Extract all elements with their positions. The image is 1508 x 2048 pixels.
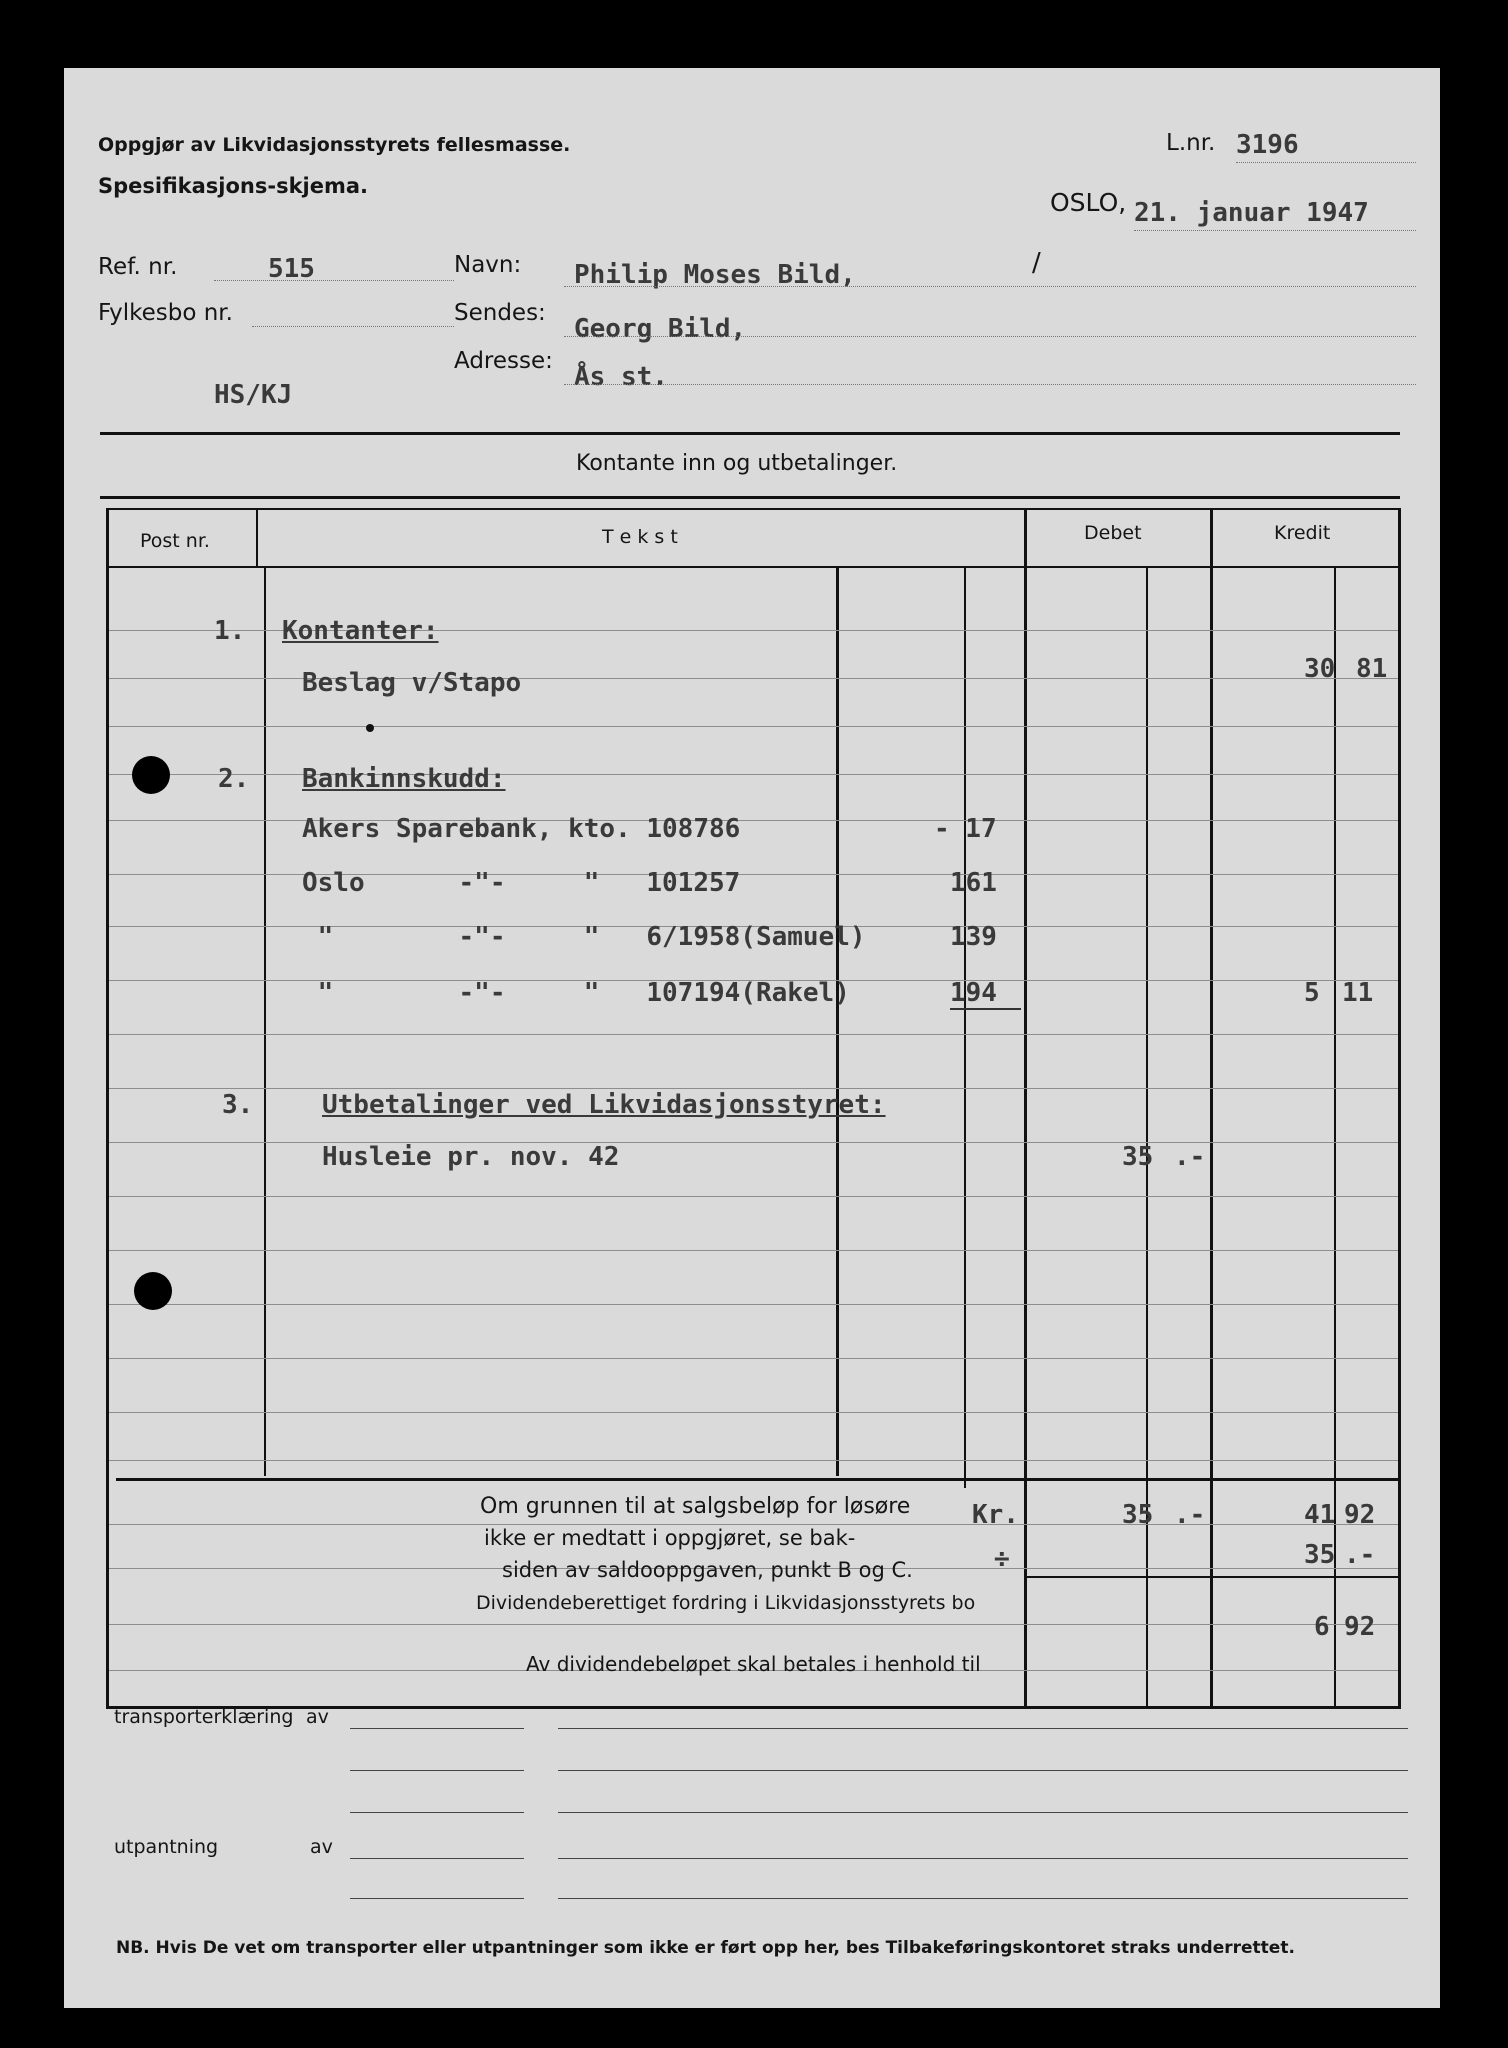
row5-text: Oslo -"- " 101257 (302, 868, 741, 898)
header-post: Post nr. (140, 530, 210, 552)
lnr-label: L.nr. (1166, 130, 1216, 156)
result-kr: 6 (1314, 1612, 1330, 1642)
lnr-value: 3196 (1236, 130, 1299, 160)
ref-value: 515 (268, 254, 315, 284)
ink-dot (366, 724, 374, 732)
row3-post: 2. (218, 764, 250, 794)
initials-value: HS/KJ (214, 380, 293, 410)
minus-label: ÷ (994, 1544, 1010, 1574)
footer-note3: siden av saldooppgaven, punkt B og C. (502, 1558, 913, 1582)
navn-label: Navn: (454, 252, 522, 278)
row8-text: Utbetalinger ved Likvidasjonsstyret: (322, 1090, 886, 1120)
row4-ore: - 17 (934, 814, 997, 844)
form-title-line2: Spesifikasjons-skjema. (98, 174, 369, 198)
fylkesbo-label: Fylkesbo nr. (98, 300, 233, 326)
debet-sum-ore: .- (1174, 1500, 1206, 1530)
navn-value: Philip Moses Bild, (574, 260, 856, 290)
row2-kredit-ore: 81 (1356, 654, 1388, 684)
row6-text: " -"- " 6/1958(Samuel) (302, 922, 866, 952)
form-sheet (64, 68, 1440, 2008)
result-ore: 92 (1344, 1612, 1376, 1642)
row7-kredit-ore: 11 (1342, 978, 1374, 1008)
row4-text: Akers Sparebank, kto. 108786 (302, 814, 741, 844)
adresse-value: Ås st. (574, 362, 668, 392)
ref-label: Ref. nr. (98, 254, 178, 280)
row2-kredit-kr: 30 (1304, 654, 1336, 684)
kredit-sum-kr: 41 (1304, 1500, 1336, 1530)
kredit-sum-ore: 92 (1344, 1500, 1376, 1530)
row1-text: Kontanter: (282, 616, 439, 646)
footer-note4: Dividendeberettiget fordring i Likvidasjonsstyrets bo (476, 1592, 976, 1614)
row2-text: Beslag v/Stapo (302, 668, 522, 698)
debet-sum-kr: 35 (1122, 1500, 1154, 1530)
transport-label: transporterklæring (114, 1706, 294, 1728)
row8-post: 3. (222, 1090, 254, 1120)
nb-text: NB. Hvis De vet om transporter eller utpantninger som ikke er ført opp her, bes Tilbakeføringskontoret straks underrettet. (116, 1938, 1295, 1958)
date-value: 21. januar 1947 (1134, 198, 1369, 228)
slash-mark: / (1032, 248, 1041, 278)
form-title-line1: Oppgjør av Likvidasjonsstyrets fellesmasse. (98, 134, 571, 156)
sendes-value: Georg Bild, (574, 314, 747, 344)
adresse-label: Adresse: (454, 348, 553, 374)
utpantning-label: utpantning (114, 1836, 219, 1858)
punch-hole-bottom (134, 1272, 172, 1310)
row7-text: " -"- " 107194(Rakel) (302, 978, 850, 1008)
dividend-text: Av dividendebeløpet skal betales i henhold til (526, 1652, 981, 1676)
row3-text: Bankinnskudd: (302, 764, 506, 794)
row7-kredit-kr: 5 (1304, 978, 1320, 1008)
row1-post: 1. (214, 616, 246, 646)
footer-note2: ikke er medtatt i oppgjøret, se bak- (484, 1526, 856, 1550)
row9-debet-ore: .- (1174, 1142, 1206, 1172)
kredit-minus-ore: .- (1344, 1540, 1376, 1570)
footer-note1: Om grunnen til at salgsbeløp for løsøre (480, 1494, 911, 1519)
row9-text: Husleie pr. nov. 42 (322, 1142, 620, 1172)
utpantning-av: av (310, 1836, 333, 1858)
punch-hole-top (132, 756, 170, 794)
header-debet: Debet (1084, 522, 1142, 544)
row5-ore: 161 (950, 868, 997, 898)
header-kredit: Kredit (1274, 522, 1331, 544)
kr-label: Kr. (972, 1500, 1019, 1530)
row7-ore: 194 (950, 978, 1021, 1010)
row6-ore: 139 (950, 922, 997, 952)
row9-debet-kr: 35 (1122, 1142, 1154, 1172)
transport-av: av (306, 1706, 329, 1728)
header-tekst: T e k s t (602, 526, 678, 548)
oslo-label: OSLO, (1050, 188, 1127, 217)
sendes-label: Sendes: (454, 300, 546, 326)
section-title: Kontante inn og utbetalinger. (576, 451, 898, 476)
kredit-minus-kr: 35 (1304, 1540, 1336, 1570)
